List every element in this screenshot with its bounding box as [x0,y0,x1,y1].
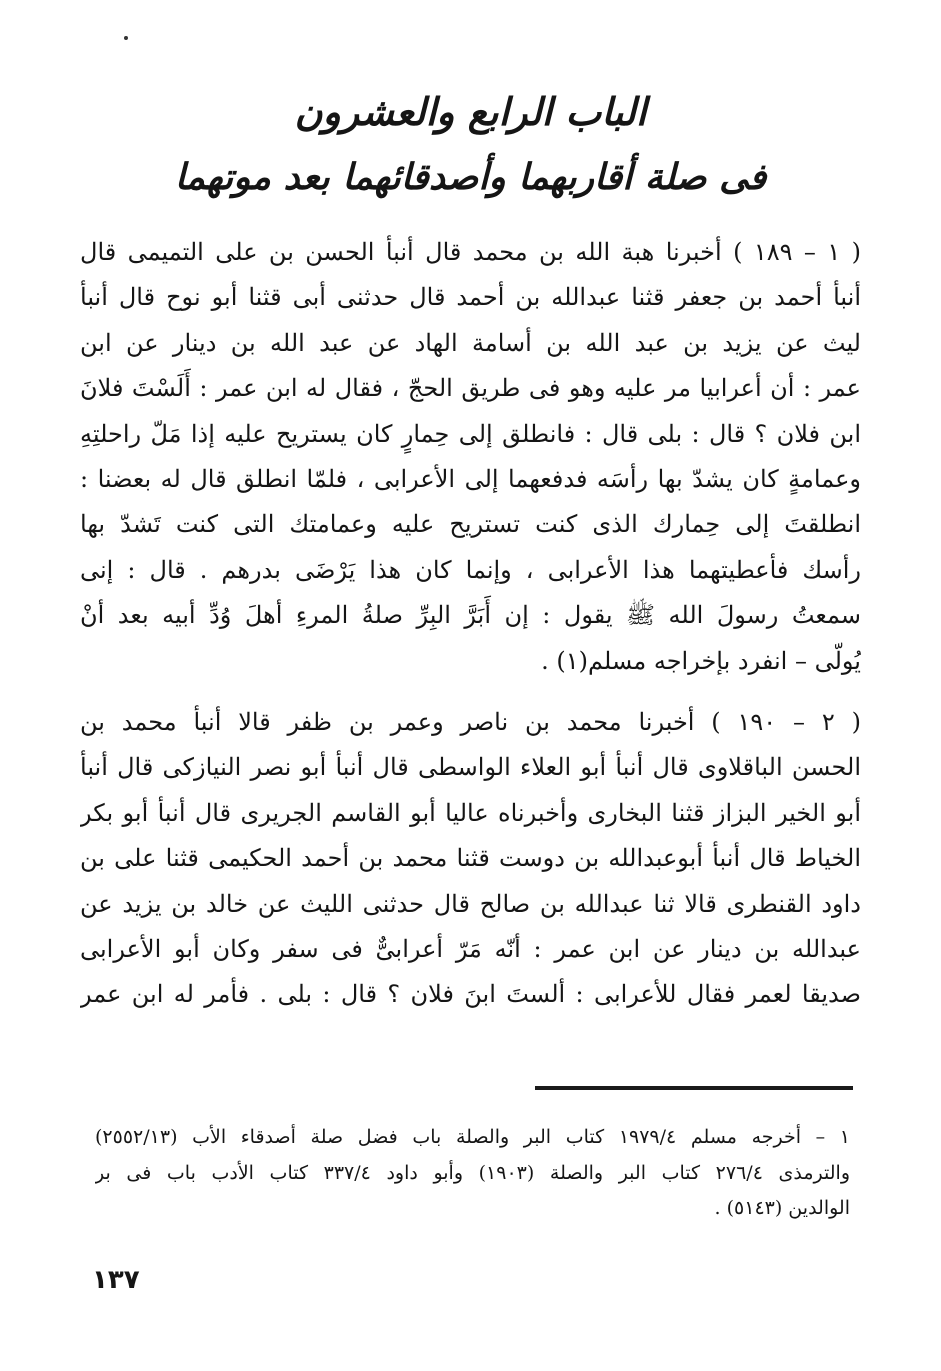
footnote [95,1120,850,1227]
text-line: ابن فلان ؟ قال : بلى قال : فانطلق إلى حِمارٍ كان يستريح عليه إذا مَلّ راحلتِهِ [80,419,861,448]
text-line: ( ١ – ١٨٩ ) أخبرنا هبة الله بن محمد قال أنبأ الحسن بن على التميمى قال [80,238,861,266]
speck-mark [124,36,128,40]
text-line: صديقا لعمر فقال للأعرابى : ألستَ ابنَ فلان ؟ قال : بلى . فأمر له ابن عمر [80,980,861,1009]
text-line: سمعتُ رسولَ الله ﷺ يقول : إن أَبَرَّ البِرِّ صلةُ المرءِ أهلَ وُدِّ أبيه بعد أنْ [80,601,861,630]
text-line: الحسن الباقلاوى قال أنبأ أبو العلاء الواسطى قال أنبأ أبو نصر النيازكى قال أنبأ [80,753,861,782]
text-line: ليث عن يزيد بن عبد الله بن أسامة الهاد عن عبد الله بن دينار عن ابن [80,328,861,357]
text-line: عمر : أن أعرابيا مر عليه وهو فى طريق الحجّ ، فقال له ابن عمر : أَلَسْتَ فلانَ [80,374,861,403]
chapter-subtitle: فى صلة أقاربهما وأصدقائهما بعد موتهما [174,157,767,198]
text-line: يُولّى – انفرد بإخراجه مسلم(١) . [541,646,861,675]
chapter-title: الباب الرابع والعشرون [294,90,647,134]
footnote-line: ١ – أخرجه مسلم ١٩٧٩/٤ كتاب البر والصلة باب فضل صلة أصدقاء الأب (٢٥٥٢/١٣) [95,1126,850,1148]
text-line: ( ٢ – ١٩٠ ) أخبرنا محمد بن ناصر وعمر بن ظفر قالا أنبأ محمد بن [80,708,861,736]
text-line: داود القنطرى قالا ثنا عبدالله بن صالح قال حدثنى الليث عن خالد بن يزيد عن [80,889,861,918]
footnote-divider [535,1086,853,1090]
text-line: عبدالله بن دينار عن ابن عمر : أنّه مَرّ أعرابىٌّ فى سفر وكان أبو الأعرابى [80,934,861,963]
text-line: وعمامةٍ كان يشدّ بها رأسَه فدفعهما إلى الأعرابى ، فلمّا انطلق قال له بعضنا : [80,464,861,493]
footnote-line: والترمذى ٢٧٦/٤ كتاب البر والصلة (١٩٠٣) وأبو داود ٣٣٧/٤ كتاب الأدب باب فى بر [95,1161,850,1184]
text-line: انطلقتَ إلى حِمارك الذى كنت تستريح عليه وعمامتك التى كنت تَشدّ بها [80,510,861,539]
hadith-paragraph-189 [80,230,861,684]
hadith-paragraph-190 [80,700,861,1018]
text-line: الخياط قال أنبأ أبوعبدالله بن دوست قثنا محمد بن أحمد الحكيمى قثنا على بن [80,844,861,873]
footnote-line: الوالدين (٥١٤٣) . [714,1197,850,1219]
text-line: أبو الخير البزاز قثنا البخارى وأخبرناه عاليا أبو القاسم الجريرى قال أنبأ أبو بكر [80,798,861,827]
text-line: رأسك فأعطيتهما هذا الأعرابى ، وإنما كان هذا يَرْضَى بدرهم . قال : إنى [80,555,861,584]
text-line: أنبأ أحمد بن جعفر قثنا عبدالله بن أحمد قال حدثنى أبى قثنا أبو نوح قال أنبأ [80,283,861,312]
page-number: ١٣٧ [92,1265,140,1295]
